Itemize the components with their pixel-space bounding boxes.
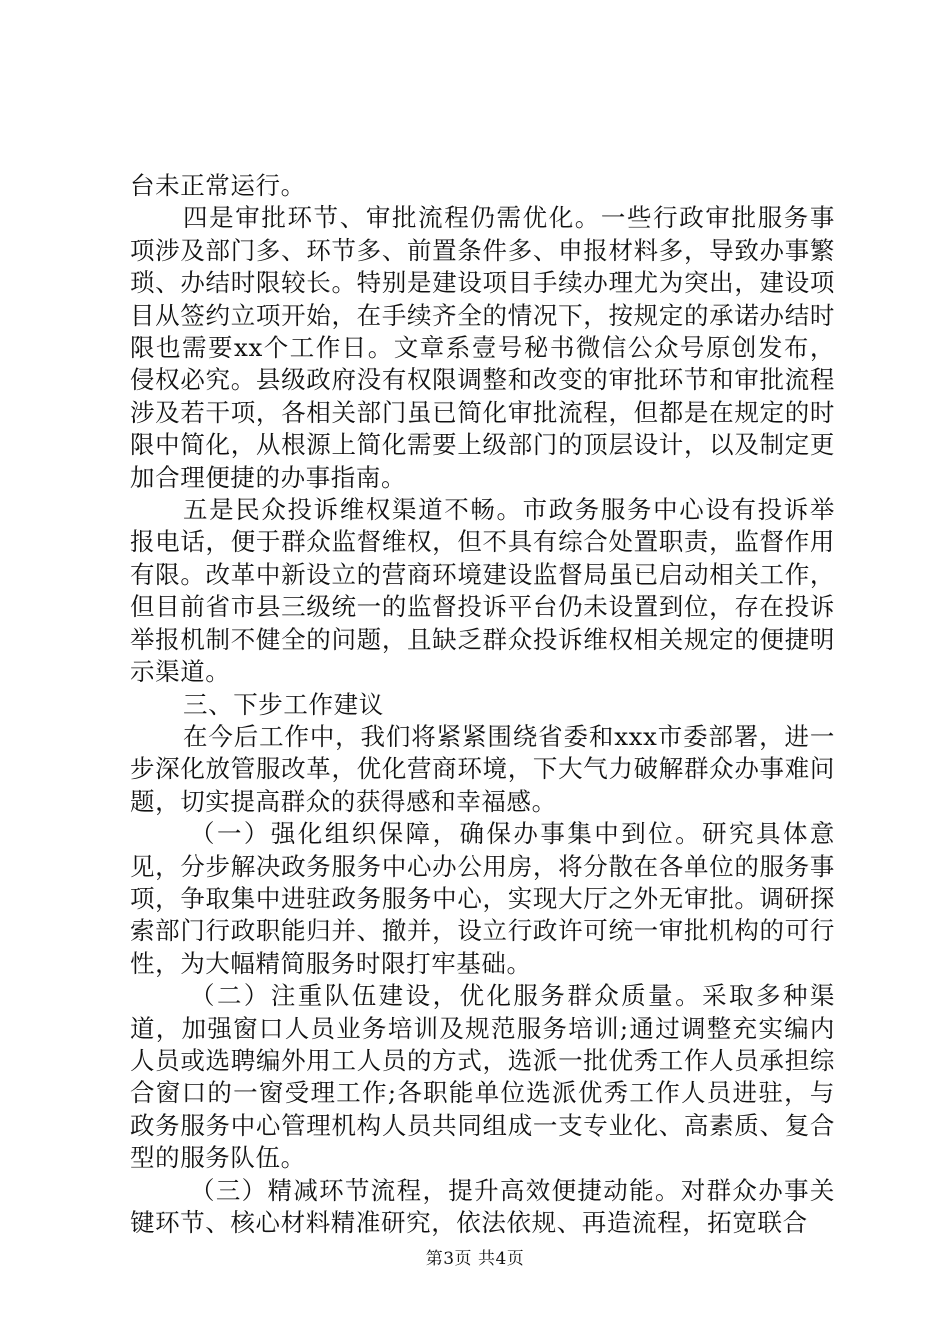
section-heading: 三、下步工作建议 <box>183 689 384 719</box>
paragraph-continuation: 台未正常运行。 <box>130 171 306 200</box>
paragraph-point-four: 四是审批环节、审批流程仍需优化。一些行政审批服务事项涉及部门多、环节多、前置条件多、申报材料多，导致办事繁琐、办结时限较长。特别是建设项目手续办理尤为突出，建设项目从签约立项开始，在手续齐全的情况下，按规定的承诺办结时限也需要xx个工作日。文章系壹号秘书微信公众号原创发布，侵权必究。县级政府没有权限调整和改变的审批环节和审批流程涉及若干项，各相关部门虽已简化审批流程，但都是在规定的时限中简化，从根源上简化需要上级部门的顶层设计，以及制定更加合理便捷的办事指南。 <box>130 203 835 492</box>
paragraph-item-three: （三）精减环节流程，提升高效便捷动能。对群众办事关键环节、核心材料精准研究，依法依规、再造流程，拓宽联合 <box>130 1175 835 1237</box>
paragraph-item-one: （一）强化组织保障，确保办事集中到位。研究具体意见，分步解决政务服务中心办公用房，将分散在各单位的服务事项，争取集中进驻政务服务中心，实现大厅之外无审批。调研探索部门行政职能归并、撤并，设立行政许可统一审批机构的可行性，为大幅精简服务时限打牢基础。 <box>130 819 835 978</box>
page-number-footer: 第3页 共4页 <box>425 1249 525 1269</box>
paragraph-intro: 在今后工作中，我们将紧紧围绕省委和xxx市委部署，进一步深化放管服改革，优化营商环境，下大气力破解群众办事难问题，切实提高群众的获得感和幸福感。 <box>130 721 835 816</box>
paragraph-point-five: 五是民众投诉维权渠道不畅。市政务服务中心设有投诉举报电话，便于群众监督维权，但不具有综合处置职责，监督作用有限。改革中新设立的营商环境建设监督局虽已启动相关工作，但目前省市县三级统一的监督投诉平台仍未设置到位，存在投诉举报机制不健全的问题，且缺乏群众投诉维权相关规定的便捷明示渠道。 <box>130 495 835 687</box>
paragraph-item-two: （二）注重队伍建设，优化服务群众质量。采取多种渠道，加强窗口人员业务培训及规范服务培训;通过调整充实编内人员或选聘编外用工人员的方式，选派一批优秀工作人员承担综合窗口的一窗受理工作;各职能单位选派优秀工作人员进驻，与政务服务中心管理机构人员共同组成一支专业化、高素质、复合型的服务队伍。 <box>130 981 835 1173</box>
document-body <box>130 170 835 1239</box>
